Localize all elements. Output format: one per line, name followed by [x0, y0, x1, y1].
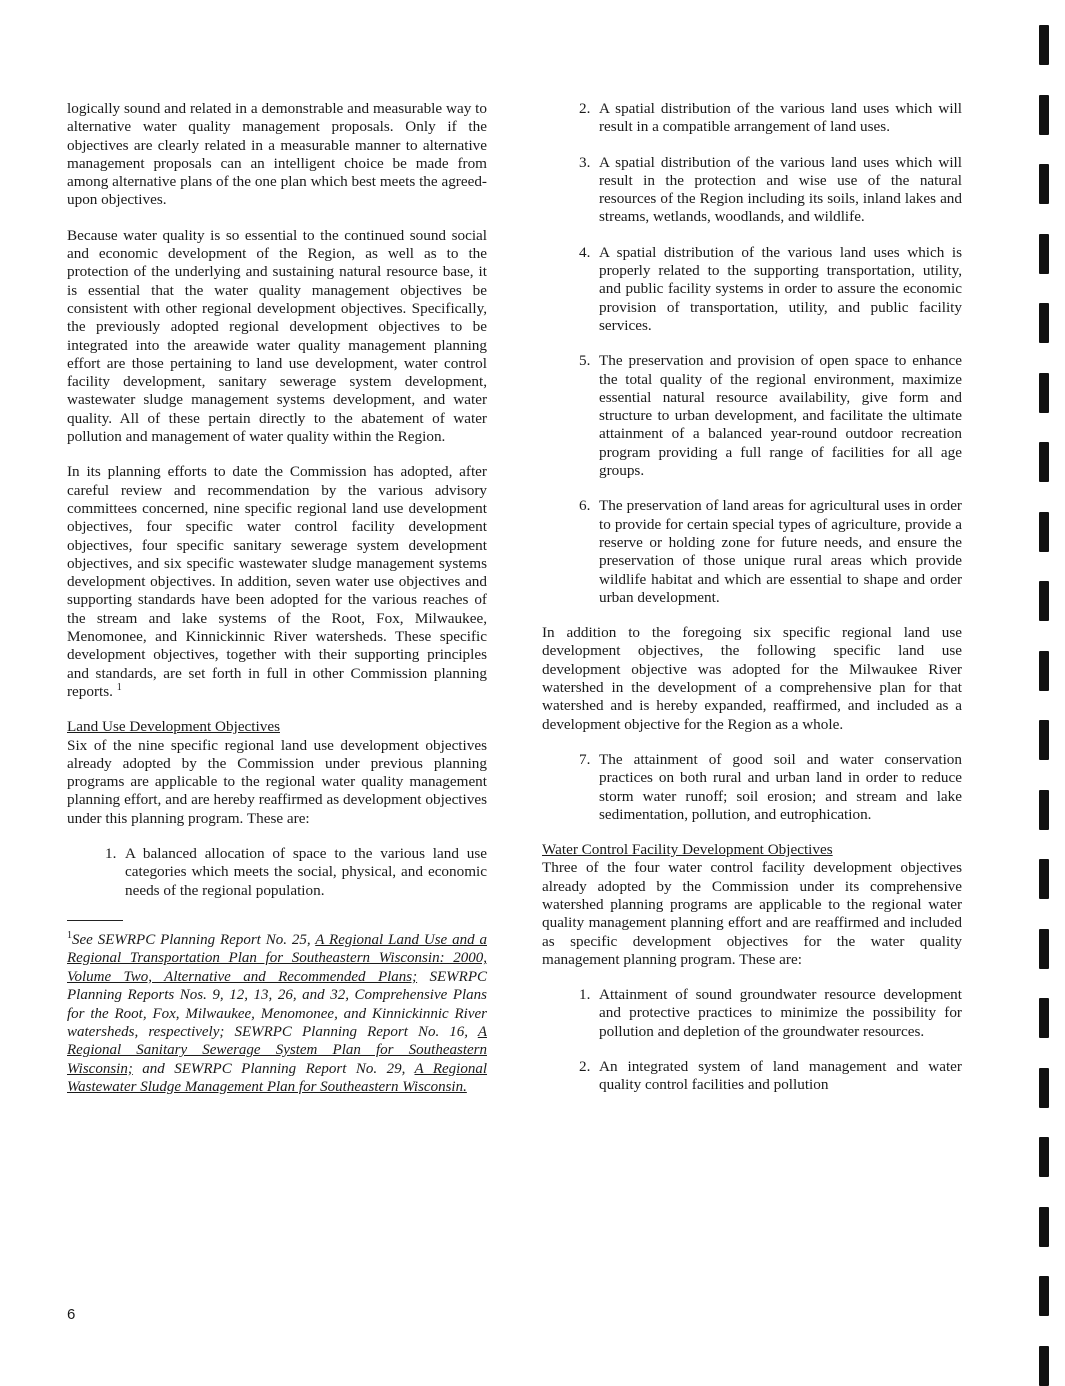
list-item-text: The preservation and provision of open space to enhance the total quality of the regional environment, maximize essential natural resource availability, give form and structure to urban development, and facilitate the ultimate attainment of a balanced year-round outdoor recreation program providing a full range of facilities for all age groups.: [599, 352, 962, 480]
list-item-text: A spatial distribution of the various land uses which will result in a compatible arrangement of land uses.: [599, 100, 962, 136]
list-number: 1.: [105, 844, 117, 862]
margin-mark: [1039, 25, 1049, 65]
margin-mark: [1039, 512, 1049, 552]
footnote-reference[interactable]: 1: [116, 681, 122, 693]
list-item-text: A spatial distribution of the various land uses which is properly related to the supporting transportation, utility, and public facility systems in order to assure the economic provision of transportation, utility, and public facility services.: [599, 243, 962, 334]
paragraph-water-quality: Because water quality is so essential to the continued sound social and economic development of the Region, as well as to the protection of the underlying and sustaining natural resource base, it is essential that the water quality management objectives be consistent with other regional development objectives. Specifically, the previously adopted regional development objectives to be integrated into the areawide water quality management planning effort are those pertaining to land use development, water control facility development, sanitary sewerage system development, wastewater sludge management systems development, and water quality. All of these pertain directly to the abatement of water pollution and management of water quality within the Region.: [67, 226, 487, 446]
list-number: 6.: [579, 497, 591, 515]
margin-mark: [1039, 790, 1049, 830]
footnote-cited-title: A Regional Wastewater Sludge Management Plan for Southeastern Wisconsin.: [67, 1060, 488, 1096]
list-item-text: A balanced allocation of space to the various land use categories which meets the social, physical, and economic needs of the regional population.: [125, 844, 487, 899]
land-use-objectives-list: [542, 100, 962, 607]
footnote-divider: [67, 920, 123, 921]
margin-mark: [1039, 373, 1049, 413]
water-control-section: [542, 841, 962, 969]
list-number: 5.: [579, 352, 591, 370]
footnote-cited-title: A Regional Land Use and a Regional Transportation Plan for Southeastern Wisconsin: 2000, Volume Two, Alternative and Recommended Plans;: [67, 931, 487, 985]
list-number: 1.: [579, 986, 591, 1004]
section-heading-land-use: Land Use Development Objectives: [67, 718, 280, 736]
paragraph-water-control-intro: Three of the four water control facility development objectives already adopted by the Commission under its comprehensive watershed planning programs are applicable to the regional water quality management planning effort and are reaffirmed and included as specific development objectives for the water quality management planning program. These are:: [542, 859, 962, 968]
list-item: [579, 750, 962, 824]
list-item: [579, 153, 962, 227]
paragraph-planning-efforts-text: In its planning efforts to date the Commission has adopted, after careful review and recommendation by the various advisory committees concerned, nine specific regional land use development objectives, four specific water control facility development objectives, four specific sanitary sewerage system development objectives, and six specific wastewater sludge management systems development objectives. In addition, seven water use objectives and supporting standards have been adopted for the various reaches of the stream and lake systems of the Root, Fox, Milwaukee, Menomonee, and Kinnickinnic River watersheds. These specific development objectives, together with their supporting principles and standards, are set forth in full in other Commission planning reports.: [67, 463, 487, 700]
list-item: [579, 497, 962, 607]
section-heading-water-control: Water Control Facility Development Objectives: [542, 841, 833, 859]
page-number: 6: [67, 1306, 76, 1323]
list-item-text: An integrated system of land management and water quality control facilities and pollution: [599, 1058, 962, 1094]
margin-mark: [1039, 859, 1049, 899]
margin-mark: [1039, 651, 1049, 691]
margin-mark: [1039, 1207, 1049, 1247]
list-item: [579, 1058, 962, 1095]
margin-mark: [1039, 720, 1049, 760]
footnote-mark: 1: [67, 929, 72, 941]
footnote-cited-title: A Regional Sanitary Sewerage System Plan for Southeastern Wisconsin;: [67, 1023, 487, 1077]
list-item-text: The attainment of good soil and water conservation practices on both rural and urban land in order to reduce storm water runoff; soil erosion; and stream and lake sedimentation, pollution, and eutrophication.: [599, 750, 962, 823]
list-number: 2.: [579, 100, 591, 117]
margin-mark: [1039, 164, 1049, 204]
margin-mark: [1039, 1276, 1049, 1316]
margin-mark: [1039, 95, 1049, 135]
water-control-objectives-list: [542, 986, 962, 1094]
list-number: 4.: [579, 243, 591, 261]
list-number: 7.: [579, 750, 591, 768]
right-column: [542, 100, 962, 1112]
margin-mark: [1039, 1137, 1049, 1177]
paragraph-objectives-intro: logically sound and related in a demonstrable and measurable way to alternative water quality management proposals. Only if the objectives are clearly related in a measurable manner to alternative management proposals can an intelligent choice be made from among alternative plans of the one plan which best meets the agreed-upon objectives.: [67, 100, 487, 209]
margin-mark: [1039, 303, 1049, 343]
margin-mark: [1039, 1068, 1049, 1108]
paragraph-milwaukee-river: In addition to the foregoing six specific regional land use development objectives, the following specific land use development objective was adopted for the Milwaukee River watershed in the development of a comprehensive plan for that watershed and is hereby expanded, reaffirmed, and included as a development objective for the Region as a whole.: [542, 624, 962, 733]
list-number: 3.: [579, 153, 591, 171]
paragraph-planning-efforts: [67, 463, 487, 701]
list-item-text: Attainment of sound groundwater resource development and protective practices to minimize the possibility for pollution and depletion of the groundwater resources.: [599, 986, 962, 1040]
list-item: [579, 986, 962, 1041]
margin-mark: [1039, 234, 1049, 274]
margin-mark: [1039, 998, 1049, 1038]
list-item: [579, 100, 962, 137]
margin-mark: [1039, 581, 1049, 621]
footnote-segment: and SEWRPC Planning Report No. 29,: [132, 1060, 415, 1077]
list-item: [579, 352, 962, 480]
list-item-text: The preservation of land areas for agricultural uses in order to provide for certain special types of agriculture, provide a reserve or holding zone for future needs, and ensure the preservation of those unique rural areas which provide wildlife habitat and which are essential to shape and order urban development.: [599, 497, 962, 606]
paragraph-land-use-intro: Six of the nine specific regional land use development objectives already adopted by the Commission under previous planning programs are applicable to the regional water quality management planning effort, and are hereby reaffirmed as development objectives under this planning program. These are:: [67, 736, 487, 827]
footnote-text: [67, 929, 488, 1096]
margin-mark: [1039, 929, 1049, 969]
land-use-section: [67, 718, 487, 828]
footnote-segment: SEWRPC Planning Reports Nos. 9, 12, 13, 26, and 32, Comprehensive Plans for the Root, Fox, Milwaukee, Menomonee, and Kinnickinnic River watersheds, respectively; SEWRPC Planning Report No. 16,: [67, 968, 487, 1040]
margin-mark: [1039, 442, 1049, 482]
list-item: [579, 243, 962, 335]
list-number: 2.: [579, 1058, 591, 1076]
left-column: [67, 100, 487, 1097]
list-item-text: A spatial distribution of the various land uses which will result in the protection and wise use of the natural resources of the Region including its soils, inland lakes and streams, wetlands, woodlands, and wildlife.: [599, 153, 962, 226]
footnote-segment: See SEWRPC Planning Report No. 25,: [72, 931, 316, 948]
list-item: [105, 844, 487, 900]
footnote: [67, 931, 487, 1097]
